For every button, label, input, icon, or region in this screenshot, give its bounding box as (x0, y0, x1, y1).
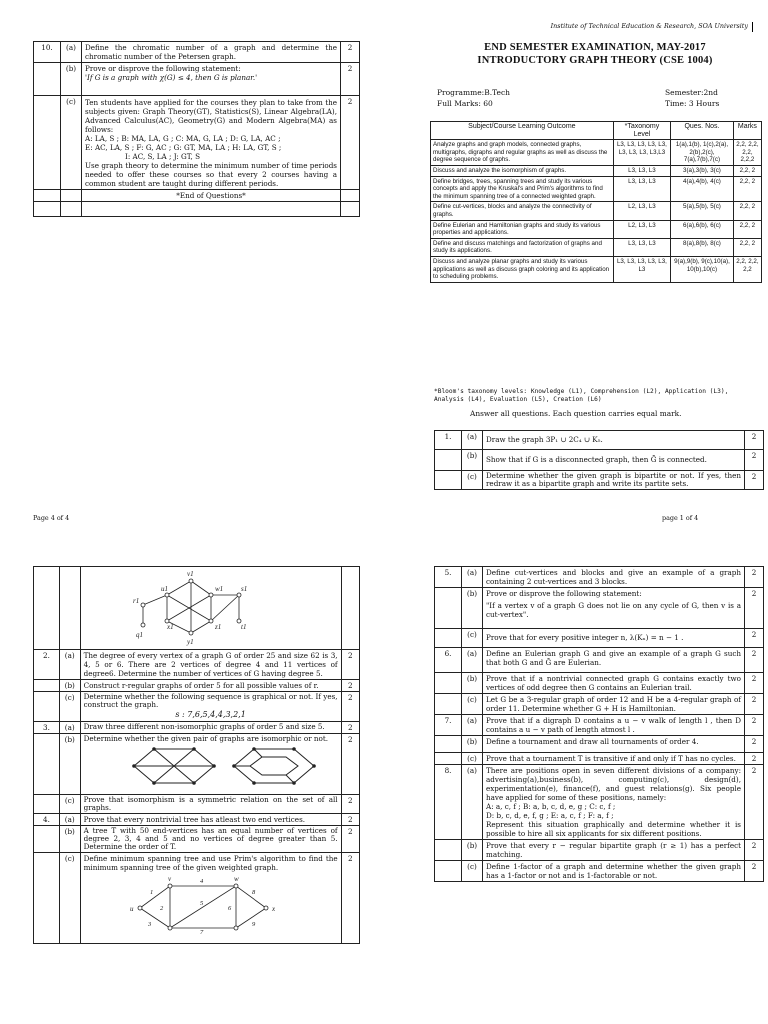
bipartite-figure-cell (80, 567, 341, 650)
page-label-1: page 1 of 4 (662, 514, 699, 522)
table-row: (c) Prove that for every positive integer n, λ(Kₙ) = n − 1 . 2 (435, 629, 764, 648)
vertex-label: q1 (135, 631, 143, 639)
edge-weight: 3 (147, 921, 151, 928)
question-table-q10 (33, 41, 360, 217)
table-row: (b) Prove that every r − regular bipartite graph (r ≥ 1) has a perfect matching. 2 (435, 840, 764, 861)
edge-weight: 6 (227, 905, 231, 912)
exam-subtitle: INTRODUCTORY GRAPH THEORY (CSE 1004) (477, 55, 713, 66)
exam-title: END SEMESTER EXAMINATION, MAY-2017 (484, 42, 706, 53)
question-table-q5-q8 (434, 566, 764, 882)
programme: Programme:B.Tech (437, 88, 510, 97)
vertex-label: z1 (214, 623, 221, 631)
outcome-table (430, 121, 762, 283)
table-row: (b) Prove that if a nontrivial connected graph G contains exactly two vertices of odd degree then G contains an Eulerian trail. 2 (435, 673, 764, 694)
table-row: (b) Determine whether the given pair of graphs are isomorphic or not. 2 (34, 734, 360, 795)
degree-sequence: s : 7,6,5,4,4,3,2,1 (175, 710, 246, 719)
table-row: 6. (a) Define an Eulerian graph G and give an example of a graph G such that both G and Ḡ are Eulerian. 2 (435, 648, 764, 673)
vertex-label: x (271, 905, 275, 913)
edge-weight: 9 (251, 921, 255, 928)
table-row: (c) Prove that isomorphism is a symmetric relation on the set of all graphs. 2 (34, 795, 360, 814)
table-row: Discuss and analyze the isomorphism of graphs. L3, L3, L3 3(a),3(b), 3(c) 2,2, 2 (431, 165, 762, 176)
vertex-label: y1 (186, 638, 194, 646)
table-row: 8. (a) There are positions open in seven different divisions of a company: advertising(a),business(b), computing(c), design(d), experimentation(e), finance(f), and guest relations(g). Six people have applied for some of these positions, namely: A: a, c, f ; B: a, b, c, d, e, g ; C: c, f ; D: b, c, d, e, f, g ; E: a, c, f ; F: a, f ; Represent this situation graphically and determine whether it is possible to hire all six applicants for six different positions. 2 (435, 765, 764, 840)
table-row: Define cut-vertices, blocks and analyze the connectivity of graphs. L2, L3, L3 5(a),5(b), 5(c) 2,2, 2 (431, 202, 762, 220)
vertex-label: u1 (160, 585, 168, 593)
table-row: 4. (a) Prove that every nontrivial tree has atleast two end vertices. 2 (34, 814, 360, 826)
vertex-label: x1 (166, 623, 174, 631)
table-row: 2. (a) The degree of every vertex of a graph G of order 25 and size 62 is 3, 4, 5 or 6. There are 2 vertices of degree 4 and 11 vertices of degree6. Determine the number of vertices of G having degree 5. 2 (34, 650, 360, 680)
question-table-q1 (434, 430, 764, 490)
table-row: 7. (a) Prove that if a digraph D contains a u − v walk of length l , then D contains a u − v path of length atmost l . 2 (435, 715, 764, 736)
table-row: (b) A tree T with 50 end-vertices has an equal number of vertices of degree 2, 3, 4 and 5 and no vertices of degree greater than 5. Determine the order of T. 2 (34, 826, 360, 853)
edge-weight: 8 (251, 889, 255, 896)
table-row: 1. (a) Draw the graph 3P₁ ∪ 2C₄ ∪ K₅. 2 (435, 431, 764, 450)
table-row: (b) Show that if G is a disconnected graph, then Ḡ is connected. 2 (435, 450, 764, 471)
vertex-label: t1 (240, 623, 247, 631)
table-row: (c) Prove that a tournament T is transitive if and only if T has no cycles. 2 (435, 753, 764, 765)
table-row: 5. (a) Define cut-vertices and blocks and give an example of a graph containing 2 cut-vertices and 3 blocks. 2 (435, 567, 764, 588)
table-row: Define and discuss matchings and factorization of graphs and study its applications. L3, L3, L3 8(a),8(b), 8(c) 2,2, 2 (431, 238, 762, 256)
semester: Semester:2nd (665, 88, 718, 97)
question-table-q2-q4 (33, 566, 360, 944)
table-header-row: Subject/Course Learning Outcome *Taxonomy Level Ques. Nos. Marks (431, 122, 762, 140)
bipartite-graph-figure (81, 567, 341, 647)
vertex-label: r1 (132, 597, 139, 605)
table-row: Analyze graphs and graph models, connected graphs, multigraphs, digraphs and regular graphs as well as discuss the degree sequence of graphs. L3, L3, L3, L3, L3, L3, L3, L3, L3,L3 1(a),1(b), 1(c),2(a), 2(b),2(c), 7(a),7(b),7(c) 2,2, 2,2, 2,2, 2,2,2 (431, 140, 762, 166)
weighted-graph-figure (84, 872, 304, 934)
table-row: (b) Prove or disprove the following statement: 'If G is a graph with χ(G) ≤ 4, then G is planar.' 2 (34, 63, 360, 96)
table-row: (c) Determine whether the given graph is bipartite or not. If yes, then redraw it as a bipartite graph and write its partite sets. 2 (435, 471, 764, 490)
edge-weight: 1 (149, 889, 153, 896)
edge-weight: 7 (199, 929, 203, 934)
vertex-label: w1 (214, 585, 223, 593)
table-row: (c) Ten students have applied for the courses they plan to take from the subjects given: Graph Theory(GT), Statistics(S), Linear Algebra(LA), Advanced Calculus(AC), Geometry(G) and Modern Algebra(MA) as follows: A: LA, S ; B: MA, LA, G ; C: MA, G, LA ; D: G, LA, AC ; E: AC, LA, S ; F: G, AC ; G: GT, MA, LA ; H: LA, GT, S ; I: AC, S, LA ; J: GT, S Use graph theory to determine the minimum number of time periods needed to offer these courses so that every 2 courses having a common student are taught during different periods. 2 (34, 96, 360, 190)
edge-weight: 5 (199, 900, 203, 907)
page-label-4: Page 4 of 4 (33, 514, 70, 522)
vertex-label: v1 (186, 570, 194, 578)
table-row: 10. (a) Define the chromatic number of a graph and determine the chromatic number of the Petersen graph. 2 (34, 42, 360, 63)
edge-weight: 4 (199, 878, 203, 885)
table-row: (c) Define minimum spanning tree and use Prim's algorithm to find the minimum spanning tree of the given weighted graph. v w u x 1 2 3 4 5 6 7 8 9 2 (34, 853, 360, 944)
exam-time: Time: 3 Hours (665, 99, 720, 108)
table-row: (c) Let G be a 3-regular graph of order 12 and H be a 4-regular graph of order 11. Determine whether G + H is Hamiltonian. 2 (435, 694, 764, 715)
vertex-label: u (129, 905, 134, 913)
full-marks: Full Marks: 60 (437, 99, 493, 108)
table-row: Define bridges, trees, spanning trees and study its various concepts and apply the Kruskal's and Prim's algorithms to find the minimum spanning tree of a connected weighted graph. L3, L3, L3 4(a),4(b), 4(c) 2,2, 2 (431, 176, 762, 202)
table-row: (b) Define a tournament and draw all tournaments of order 4. 2 (435, 736, 764, 753)
table-row: (c) Determine whether the following sequence is graphical or not. If yes, construct the graph. s : 7,6,5,4,4,3,2,1 2 (34, 692, 360, 722)
table-row (34, 190, 360, 202)
table-row: (b) Construct r-regular graphs of order 5 for all possible values of r. 2 (34, 680, 360, 692)
table-row (34, 567, 360, 650)
table-row: (c) Define 1-factor of a graph and determine whether the given graph has a 1-factor or not and is 1-factorable or not. 2 (435, 861, 764, 882)
instruction: Answer all questions. Each question carries equal mark. (470, 409, 682, 418)
table-row: Define Eulerian and Hamiltonian graphs and study its various properties and applications. L2, L3, L3 6(a),6(b), 6(c) 2,2, 2 (431, 220, 762, 238)
vertex-label: v (167, 875, 171, 883)
vertex-label: w (233, 875, 239, 883)
vertex-label: s1 (240, 585, 247, 593)
table-row: (b) Prove or disprove the following statement: "If a vertex v of a graph G does not lie on any cycle of G, then v is a cut-vertex". 2 (435, 588, 764, 629)
table-row: Discuss and analyze planar graphs and study its various applications as well as discuss graph coloring and its application to scheduling problems. L3, L3, L3, L3, L3, L3 9(a),9(b), 9(c),10(a), 10(b),10(c) 2,2, 2,2, 2,2 (431, 256, 762, 282)
edge-weight: 2 (159, 905, 163, 912)
end-of-questions: *End of Questions* (82, 190, 341, 202)
isomorphism-pair-figure (84, 743, 324, 789)
taxonomy-footnote: *Bloom's taxonomy levels: Knowledge (L1), Comprehension (L2), Application (L3), Analysis (L4), Evaluation (L5), Creation (L6) (434, 388, 729, 403)
table-row: 3. (a) Draw three different non-isomorphic graphs of order 5 and size 5. 2 (34, 722, 360, 734)
table-row (34, 202, 360, 217)
institute-header: Institute of Technical Education & Research, SOA University (540, 22, 753, 32)
